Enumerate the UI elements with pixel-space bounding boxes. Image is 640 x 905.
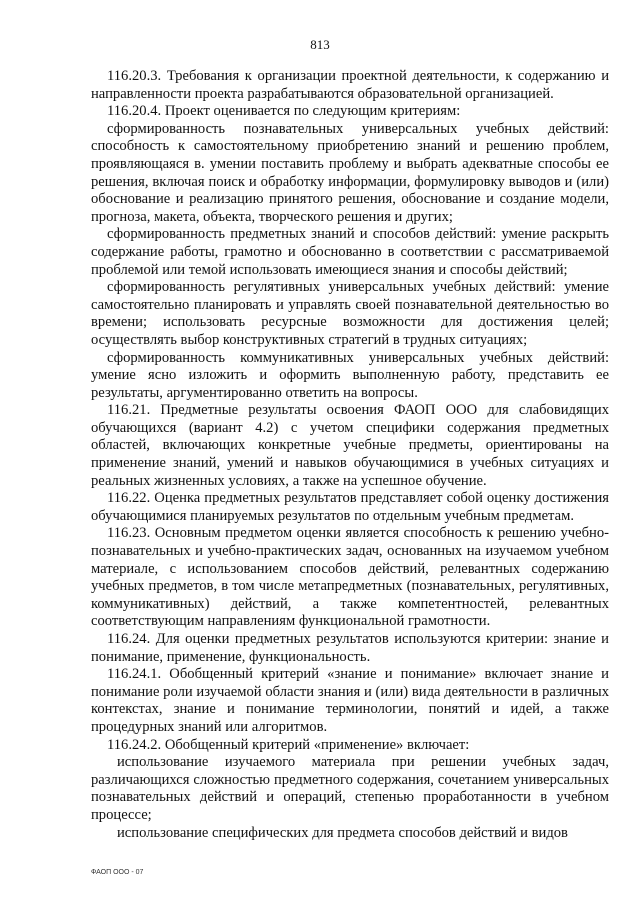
paragraph-criterion-regulatory: сформированность регулятивных универсальных учебных действий: умение самостоятельно планировать и управлять своей познавательной деятельностью во времени; использовать ресурсные возможности для достижения целей; осуществлять выбор конструктивных стратегий в трудных ситуациях; <box>91 279 609 348</box>
paragraph-application-methods: использование специфических для предмета способов действий и видов <box>117 824 568 841</box>
paragraph-criterion-communicative: сформированность коммуникативных универсальных учебных действий: умение ясно изложить и оформить выполненную работу, представить ее результаты, аргументированно ответить на вопросы. <box>91 349 609 401</box>
paragraph-criterion-subject: сформированность предметных знаний и способов действий: умение раскрыть содержание работы, грамотно и обоснованно в соответствии с рассматриваемой проблемой или темой использовать имеющиеся знания и способы действий; <box>91 226 609 278</box>
document-body <box>91 68 609 842</box>
paragraph-116-24: 116.24. Для оценки предметных результатов используются критерии: знание и понимание, применение, функциональность. <box>91 631 609 665</box>
paragraph-116-24-2: 116.24.2. Обобщенный критерий «применение» включает: <box>107 736 470 753</box>
paragraph-116-22: 116.22. Оценка предметных результатов представляет собой оценку достижения обучающимися планируемых результатов по отдельным учебным предметам. <box>91 490 609 524</box>
paragraph-116-21: 116.21. Предметные результаты освоения ФАОП ООО для слабовидящих обучающихся (вариант 4.2) с учетом специфики содержания предметных областей, включающих конкретные учебные предметы, ориентированы на применение знаний, умений и навыков обучающимися в учебных ситуациях и реальных жизненных условиях, а также на успешное обучение. <box>91 402 609 489</box>
paragraph-116-24-1: 116.24.1. Обобщенный критерий «знание и понимание» включает знание и понимание роли изучаемой области знания и (или) вида деятельности в различных контекстах, знание и понимание терминологии, понятий и идей, а также процедурных знаний или алгоритмов. <box>91 666 609 735</box>
page-number: 813 <box>310 37 330 52</box>
paragraph-criterion-cognitive: сформированность познавательных универсальных учебных действий: способность к самостоятельному приобретению знаний и решению проблем, проявляющаяся в. умении поставить проблему и выбрать адекватные способы ее решения, включая поиск и обработку информации, формулировку выводов и (или) обоснование и реализацию принятого решения, обоснование и создание модели, прогноза, макета, объекта, творческого решения и других; <box>91 120 609 225</box>
footer-document-code: ФАОП ООО - 07 <box>91 869 144 876</box>
paragraph-application-usage: использование изучаемого материала при решении учебных задач, различающихся сложностью предметного содержания, сочетанием универсальных познавательных действий и операций, степенью проработанности в учебном процессе; <box>91 754 609 823</box>
paragraph-116-20-4: 116.20.4. Проект оценивается по следующим критериям: <box>107 103 461 120</box>
paragraph-116-20-3: 116.20.3. Требования к организации проектной деятельности, к содержанию и направленности проекта разрабатываются образовательной организацией. <box>91 68 609 102</box>
paragraph-116-23: 116.23. Основным предметом оценки является способность к решению учебно-познавательных и учебно-практических задач, основанных на изучаемом учебном материале, с использованием способов действий, релевантных содержанию учебных предметов, в том числе метапредметных (познавательных, регулятивных, коммуникативных) действий, а также компетентностей, релевантных соответствующим направлениям функциональной грамотности. <box>91 525 609 630</box>
